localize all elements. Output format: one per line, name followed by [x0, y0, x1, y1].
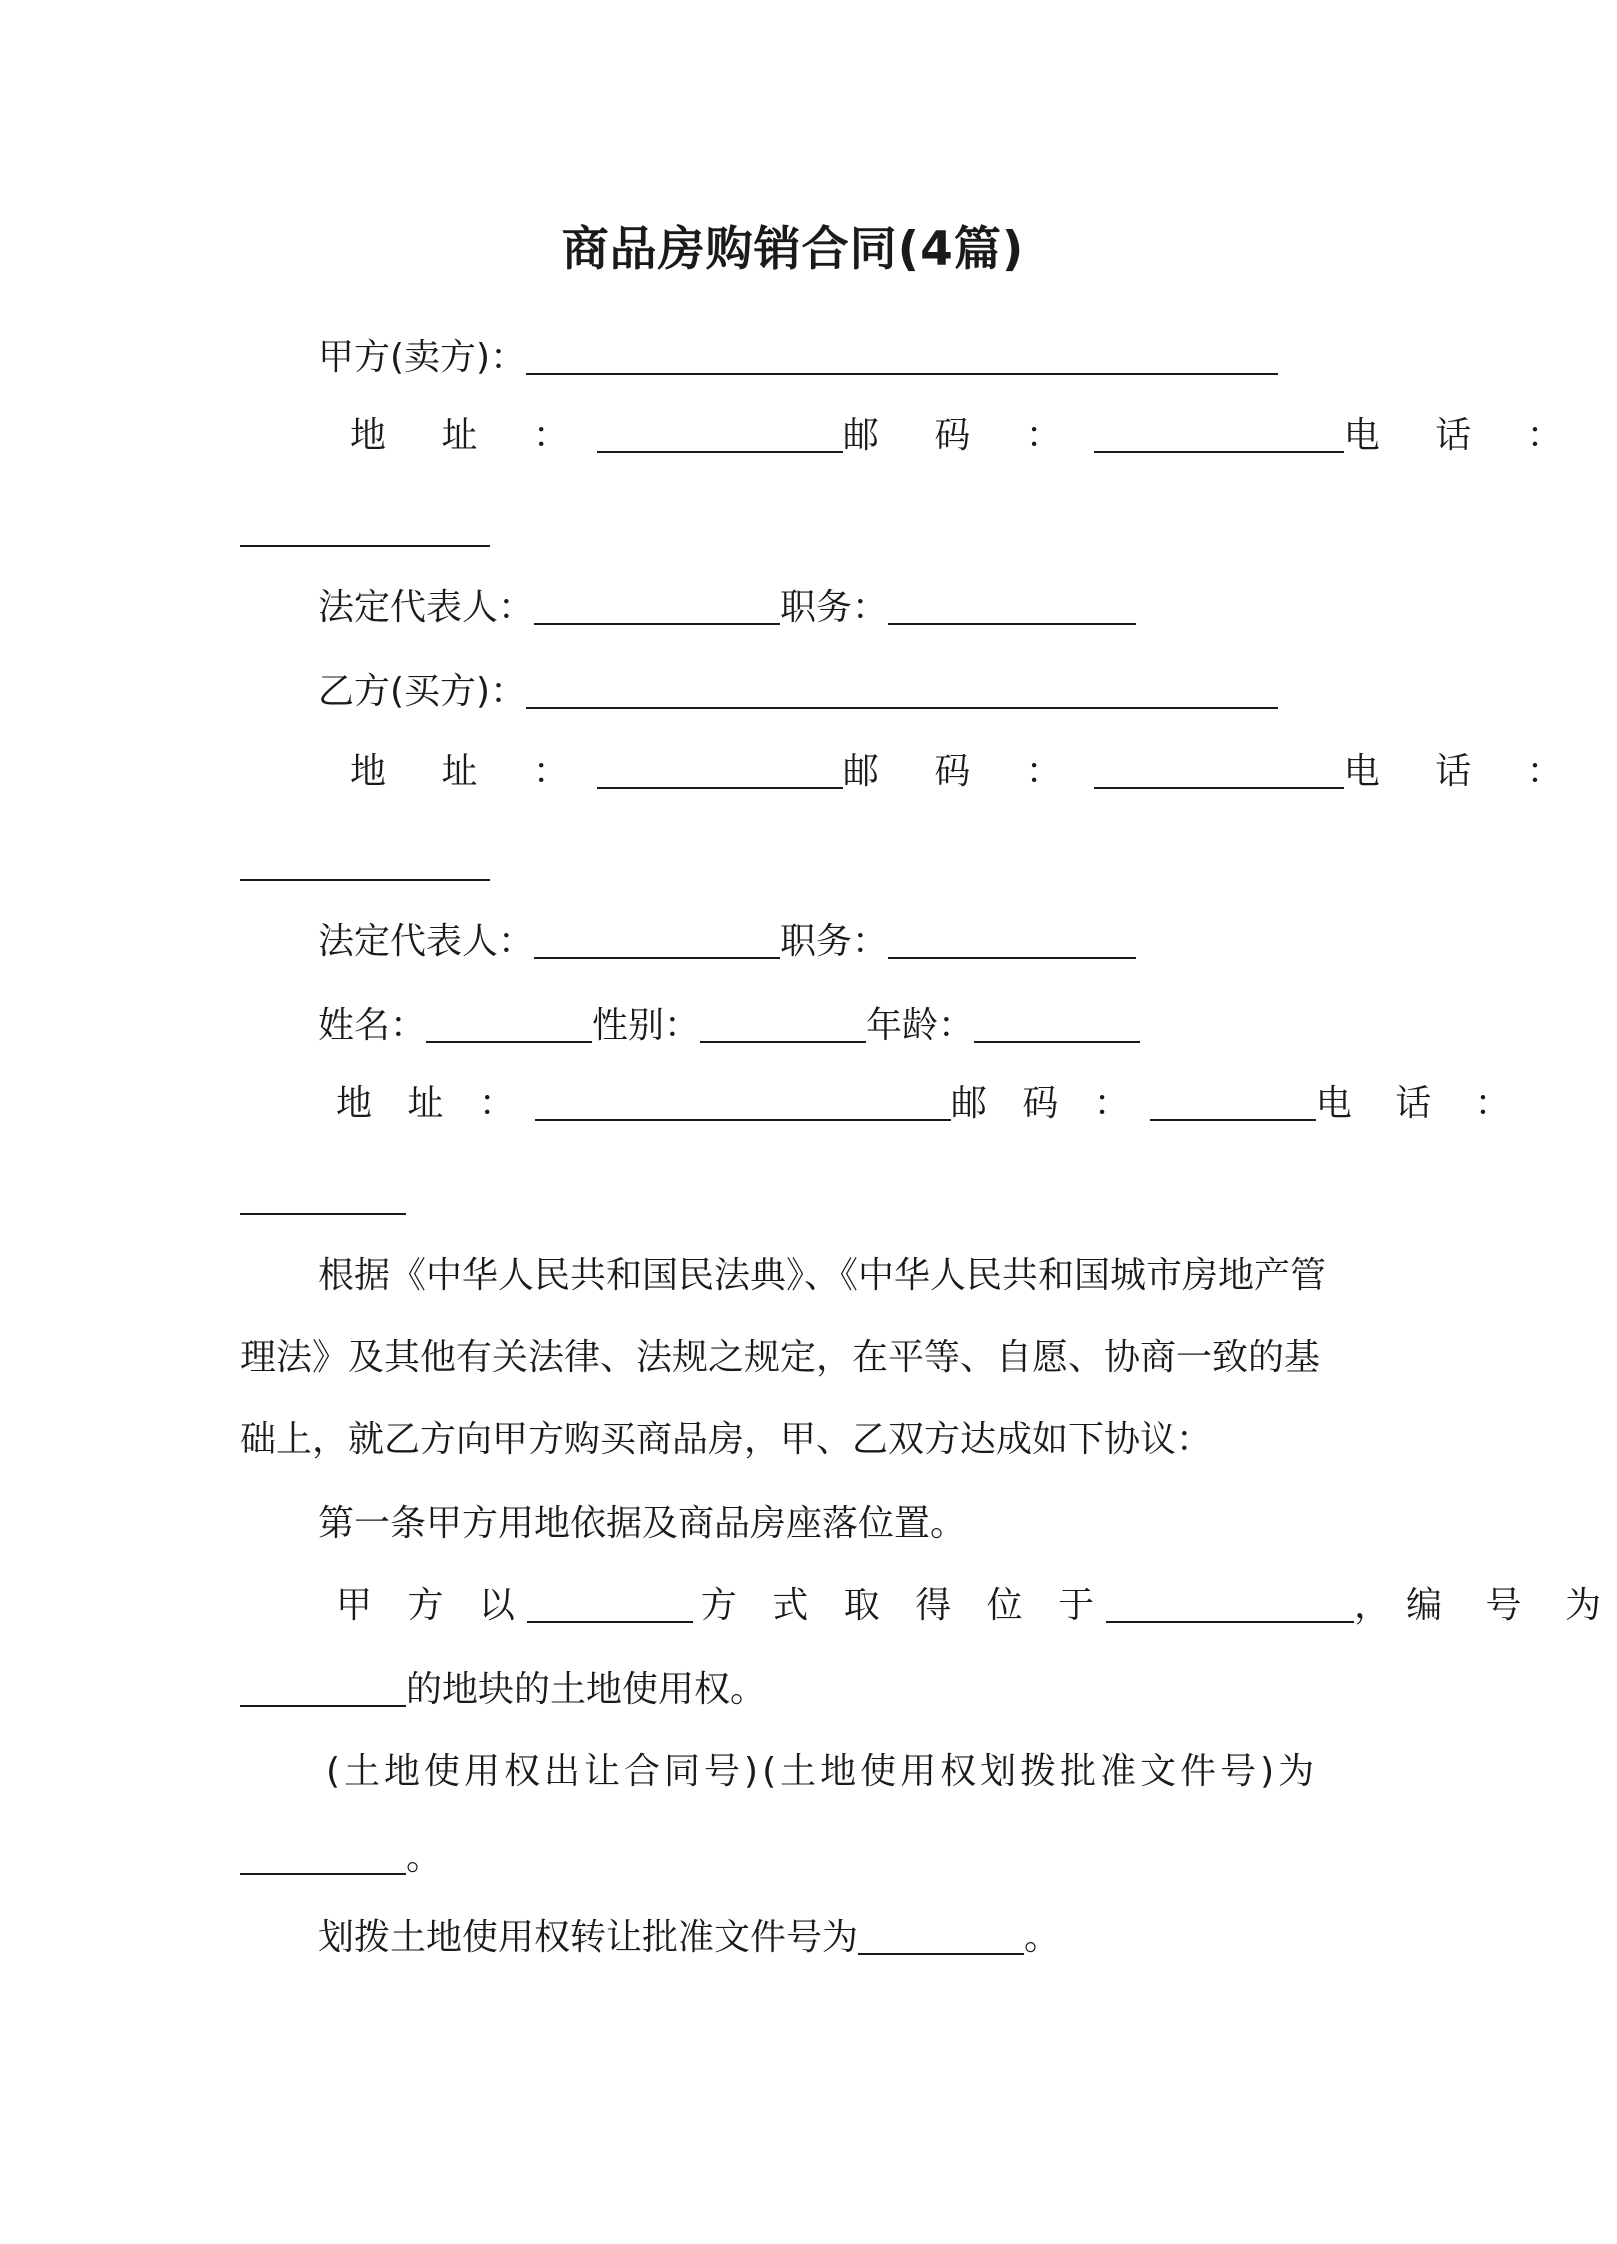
- party-b-line: [318, 670, 1278, 714]
- party-a-label: 甲方(卖方)：: [318, 337, 527, 378]
- contract-number-blank[interactable]: [240, 1839, 406, 1875]
- party-b-phone2-line: [240, 1176, 406, 1220]
- party-b-postcode-label: 邮 码 ：: [842, 751, 1084, 792]
- article-1-line-2: [240, 1668, 766, 1712]
- article-1-heading: 第一条甲方用地依据及商品房座落位置。: [318, 1503, 967, 1544]
- party-b-position-blank[interactable]: [888, 923, 1136, 959]
- party-b-phone2-label: 电 话 ：: [1315, 1083, 1527, 1124]
- party-a-contact-line: [350, 414, 1585, 458]
- party-a-position-label: 职务：: [780, 587, 889, 628]
- article-1-text-g: 划拨土地使用权转让批准文件号为: [318, 1917, 859, 1958]
- party-a-postcode-label: 邮 码 ：: [842, 415, 1084, 456]
- party-a-name-blank[interactable]: [526, 339, 1278, 375]
- party-a-address-blank[interactable]: [597, 417, 843, 453]
- party-a-line: [318, 336, 1278, 380]
- party-a-position-blank[interactable]: [888, 589, 1136, 625]
- party-b-position-label: 职务：: [780, 921, 889, 962]
- article-1-text-b: 方 式 取 得 位 于: [700, 1585, 1107, 1626]
- party-b-label: 乙方(买方)：: [318, 671, 527, 712]
- article-1-text-h: 。: [1024, 1917, 1061, 1958]
- party-a-rep-label: 法定代表人：: [318, 587, 535, 628]
- party-a-rep-line: [318, 586, 1136, 630]
- article-1-line-3: [326, 1750, 1318, 1794]
- party-a-address-label: 地 址 ：: [350, 415, 591, 456]
- party-b-postcode2-label: 邮 码 ：: [950, 1083, 1142, 1124]
- article-1-text-e: (土地使用权出让合同号)(土地使用权划拨批准文件号)为: [326, 1751, 1319, 1792]
- party-b-phone-blank[interactable]: [240, 845, 490, 881]
- party-a-postcode-blank[interactable]: [1094, 417, 1344, 453]
- article-1-line-1: [336, 1584, 1617, 1628]
- party-b-name-label: 姓名：: [318, 1005, 427, 1046]
- party-b-rep-line: [318, 920, 1136, 964]
- party-b-rep-label: 法定代表人：: [318, 921, 535, 962]
- party-b-age-label: 年龄：: [866, 1005, 975, 1046]
- party-b-phone-label: 电 话 ：: [1343, 751, 1585, 792]
- party-b-phone-line: [240, 842, 490, 886]
- party-b-name-blank[interactable]: [526, 673, 1278, 709]
- location-blank[interactable]: [1106, 1587, 1354, 1623]
- party-a-phone-line: [240, 508, 490, 552]
- article-1-line-5: [318, 1916, 1060, 1960]
- article-1-text-c: ，编 号 为: [1354, 1585, 1617, 1626]
- party-b-postcode2-blank[interactable]: [1150, 1085, 1316, 1121]
- preamble-line-1: 根据《中华人民共和国民法典》、《中华人民共和国城市房地产管: [318, 1255, 1327, 1296]
- article-1-text-f: 。: [406, 1837, 443, 1878]
- party-b-contact-line: [350, 750, 1585, 794]
- party-b-rep-blank[interactable]: [534, 923, 780, 959]
- party-a-phone-blank[interactable]: [240, 511, 490, 547]
- party-b-gender-blank[interactable]: [700, 1007, 866, 1043]
- transfer-approval-number-blank[interactable]: [858, 1919, 1024, 1955]
- party-a-rep-blank[interactable]: [534, 589, 780, 625]
- party-b-address2-blank[interactable]: [535, 1085, 951, 1121]
- party-b-address-label: 地 址 ：: [350, 751, 591, 792]
- preamble-line-2: 理法》及其他有关法律、法规之规定，在平等、自愿、协商一致的基: [240, 1337, 1321, 1378]
- party-b-postcode-blank[interactable]: [1094, 753, 1344, 789]
- party-a-phone-label: 电 话 ：: [1343, 415, 1585, 456]
- party-b-personal-line: [318, 1004, 1140, 1048]
- party-b-gender-label: 性别：: [592, 1005, 701, 1046]
- acquisition-method-blank[interactable]: [527, 1587, 693, 1623]
- preamble-line-3: 础上，就乙方向甲方购买商品房，甲、乙双方达成如下协议：: [240, 1419, 1213, 1460]
- party-b-address2-label: 地 址 ：: [336, 1083, 527, 1124]
- party-b-contact2-line: [336, 1082, 1527, 1126]
- document-title: 商品房购销合同(4篇): [561, 222, 1025, 277]
- article-1-text-a: 甲 方 以: [336, 1585, 527, 1626]
- article-1-line-4: [240, 1836, 442, 1880]
- party-b-age-blank[interactable]: [974, 1007, 1140, 1043]
- party-b-address-blank[interactable]: [597, 753, 843, 789]
- article-1-text-d: 的地块的土地使用权。: [406, 1669, 767, 1710]
- parcel-number-blank[interactable]: [240, 1671, 406, 1707]
- party-b-personal-name-blank[interactable]: [426, 1007, 592, 1043]
- party-b-phone2-blank[interactable]: [240, 1179, 406, 1215]
